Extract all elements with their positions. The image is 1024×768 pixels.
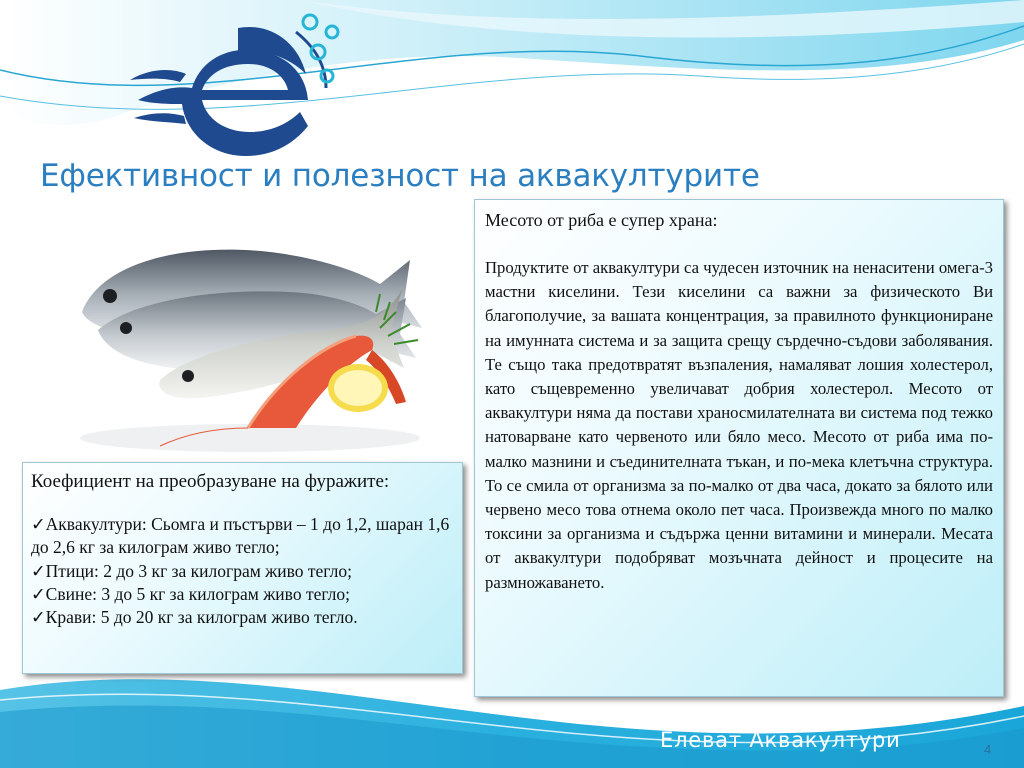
list-item: ✓Аквакултури: Сьомга и пъстърви – 1 до 1,2, шаран 1,6 до 2,6 кг за килограм живо тегло; <box>31 514 450 558</box>
bubble-icon <box>326 26 338 38</box>
list-item: ✓Птици: 2 до 3 кг за килограм живо тегло; <box>31 560 352 581</box>
slide-title: Ефективност и полезност на аквакултурите <box>40 158 760 194</box>
feed-conversion-list <box>31 513 454 629</box>
fish-meat-heading: Месото от риба е супер храна: <box>485 210 718 230</box>
feed-conversion-heading: Коефициент на преобразуване на фуражите: <box>31 471 390 492</box>
fish-and-shrimp-photo <box>70 232 450 464</box>
fish-meat-box <box>474 199 1004 697</box>
fish-meat-text: Продуктите от аквакултури са чудесен източник на ненаситени омега-3 мастни киселини. Тези киселини са важни за физическото Ви благополучие, за вашата концентрация, за правилното функциониране на имунната система и за защита срещу сърдечно-съдови заболявания. Те също така предотвратят възпаления, намаляват лошия холестерол, като същевременно увеличават добрия холестерол. Месото от аквакултури няма да постави храносмилателната ви система под тежко натоварване като червеното или бяло месо. Месото от риба има по-малко мазнини и съединителната тъкан, и по-мека клетъчна структура. То се смила от организма за по-малко от два часа, докато за бялото или червено месо това отнема около пет часа. Произвежда много по малко токсини за организма и съдържа ценни витамини и минерали. Месата от аквакултури подобряват мозъчната дейност и процесите на размножаването. <box>485 258 993 592</box>
bubble-icon <box>303 15 317 29</box>
page-number: 4 <box>984 742 992 757</box>
footer-company-name: Елеват Аквакултури <box>660 728 901 752</box>
company-logo <box>120 8 350 168</box>
list-item: ✓Свине: 3 до 5 кг за килограм живо тегло; <box>31 583 350 604</box>
list-item: ✓Крави: 5 до 20 кг за килограм живо тегло. <box>31 607 358 628</box>
feed-conversion-box <box>22 462 463 674</box>
